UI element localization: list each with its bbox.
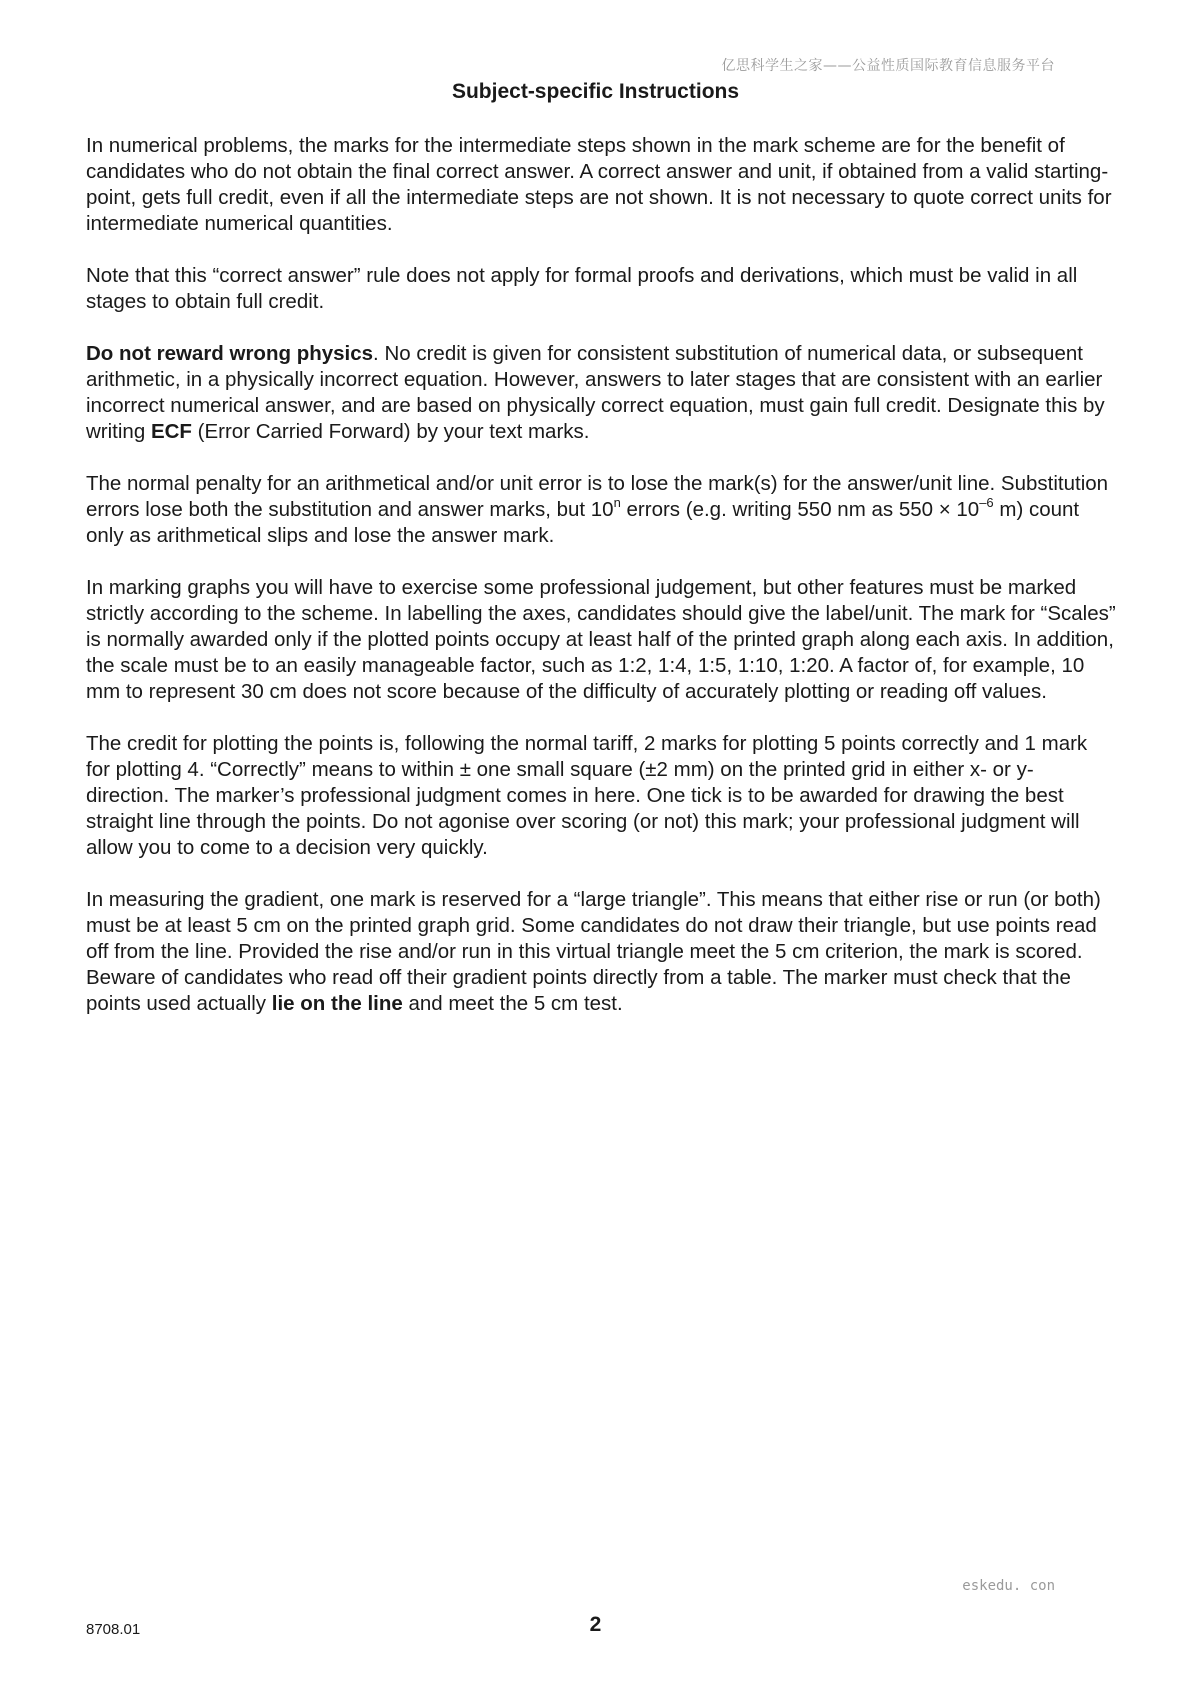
bold-wrong-physics: Do not reward wrong physics [86,342,374,365]
document-code: 8708.01 [86,1621,141,1638]
text-segment: m) count only as arithmetical slips and lose the answer mark. [86,498,1080,547]
text-segment: and meet the 5 cm test. [402,992,623,1015]
header-watermark: 亿思科学生之家——公益性质国际教育信息服务平台 [721,58,1055,74]
paragraph-marking-graphs: In marking graphs you will have to exercise some professional judgement, but other features must be marked strictly according to the scheme. In labelling the axes, candidates should give the label/unit. The mark for “Scales” is normally awarded only if the plotted points occupy at least half of the printed graph along each axis. In addition, the scale must be to an easily manageable factor, such as 1:2, 1:4, 1:5, 1:10, 1:20. A factor of, for example, 10 mm to represent 30 cm does not score because of the difficulty of accurately plotting or reading off values. [86,576,1116,703]
paragraph-plotting-points: The credit for plotting the points is, following the normal tariff, 2 marks for plotting 5 points correctly and 1 mark for plotting 4. “Correctly” means to within ± one small square (±2 mm) on the printed grid in either x- or y-direction. The marker’s professional judgment comes in here. One tick is to be awarded for drawing the best straight line through the points. Do not agonise over scoring (or not) this mark; your professional judgment will allow you to come to a decision very quickly. [86,732,1088,859]
bold-lie-on-line: lie on the line [271,992,403,1015]
instructions-body [86,133,1116,1043]
paragraph-numerical-problems: In numerical problems, the marks for the intermediate steps shown in the mark scheme are for the benefit of candidates who do not obtain the final correct answer. A correct answer and unit, if obtained from a valid starting-point, gets full credit, even if all the intermediate steps are not shown. It is not necessary to quote correct units for intermediate numerical quantities. [86,134,1112,235]
paragraph-correct-answer-rule: Note that this “correct answer” rule does not apply for formal proofs and derivations, which must be valid in all stages to obtain full credit. [86,264,1078,313]
bold-ecf: ECF [150,420,192,443]
paragraph-gradient [86,887,1116,1017]
superscript-exponent: –6 [979,495,994,510]
paragraph-wrong-physics [86,341,1116,445]
page-number: 2 [589,1613,602,1636]
footer-watermark: eskedu. con [962,1578,1055,1594]
text-segment: . No credit is given for consistent substitution of numerical data, or subsequent arithmetic, in a physically incorrect equation. However, answers to later stages that are consistent with an earlier incorrect numerical answer, and are based on physically correct equation, must gain full credit. Designate this by writing [86,342,1105,443]
text-segment: The normal penalty for an arithmetical and/or unit error is to lose the mark(s) for the answer/unit line. Substitution errors lose both the substitution and answer marks, but 10 [86,472,1109,521]
paragraph-arithmetical-penalty [86,471,1116,549]
text-segment: (Error Carried Forward) by your text marks. [191,420,590,443]
text-segment: In measuring the gradient, one mark is reserved for a “large triangle”. This means that either rise or run (or both) must be at least 5 cm on the printed graph grid. Some candidates do not draw their triangle, but use points read off from the line. Provided the rise and/or run in this virtual triangle meet the 5 cm criterion, the mark is scored. Beware of candidates who read off their gradient points directly from a table. The marker must check that the points used actually [86,888,1101,1015]
page-title: Subject-specific Instructions [451,80,740,103]
superscript-n: n [613,495,621,510]
text-segment: errors (e.g. writing 550 nm as 550 × 10 [620,498,980,521]
